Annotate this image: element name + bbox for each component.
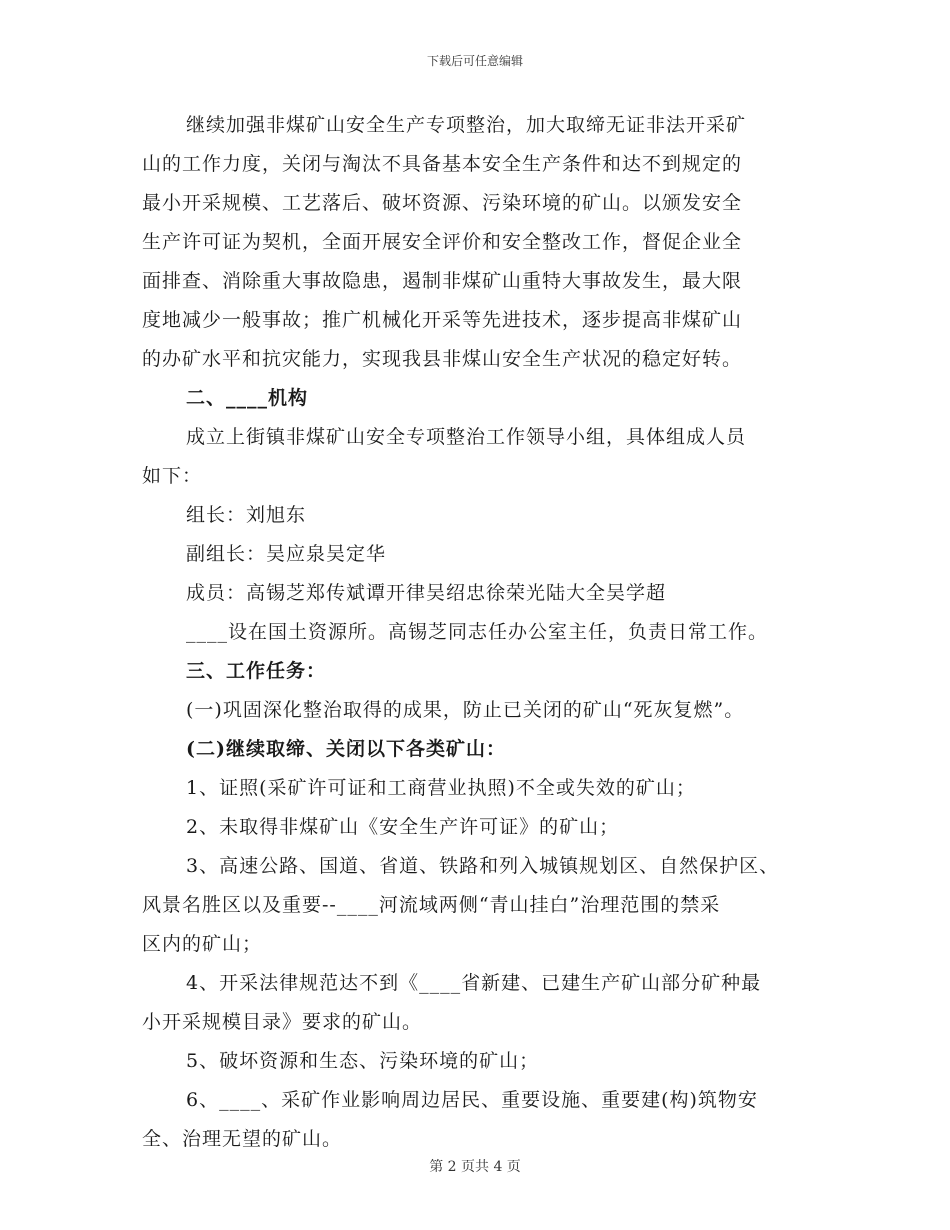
- paragraph-line: 成立上街镇非煤矿山安全专项整治工作领导小组，具体组成人员: [186, 426, 747, 448]
- list-item: 5、破坏资源和生态、污染环境的矿山；: [186, 1050, 540, 1072]
- list-item: (一)巩固深化整治取得的成果，防止已关闭的矿山“死灰复燃”。: [186, 699, 745, 721]
- page-header: 下载后可任意编辑: [426, 54, 523, 68]
- list-item: 2、未取得非煤矿山《安全生产许可证》的矿山；: [186, 816, 620, 838]
- document-body: [142, 106, 802, 1159]
- list-item: 4、开采法律规范达不到《____省新建、已建生产矿山部分矿种最: [186, 972, 762, 994]
- section-heading: 二、____机构: [186, 387, 309, 409]
- paragraph-line: 面排查、消除重大事故隐患，遏制非煤矿山重特大事故发生，最大限: [142, 270, 743, 292]
- subsection-heading: (二)继续取缔、关闭以下各类矿山：: [186, 738, 506, 760]
- list-item-continuation: 风景名胜区以及重要--____河流域两侧“青山挂白”治理范围的禁采: [142, 894, 721, 916]
- paragraph-line: 如下：: [142, 465, 203, 487]
- paragraph-line: 山的工作力度，关闭与淘汰不具备基本安全生产条件和达不到规定的: [142, 153, 743, 175]
- list-item: 3、高速公路、国道、省道、铁路和列入城镇规划区、自然保护区、: [186, 855, 780, 877]
- member-line: 组长：刘旭东: [186, 504, 307, 526]
- list-item: 6、____、采矿作业影响周边居民、重要设施、重要建(构)筑物安: [186, 1089, 758, 1111]
- section-heading: 三、工作任务：: [186, 660, 327, 682]
- list-item-continuation: 小开采规模目录》要求的矿山。: [142, 1011, 423, 1033]
- member-line: 成员：高锡芝郑传斌谭开律吴绍忠徐荣光陆大全吴学超: [186, 582, 667, 604]
- paragraph-line: ____设在国土资源所。高锡芝同志任办公室主任，负责日常工作。: [186, 621, 769, 643]
- paragraph-line: 度地减少一般事故；推广机械化开采等先进技术，逐步提高非煤矿山: [142, 309, 743, 331]
- paragraph-line: 继续加强非煤矿山安全生产专项整治，加大取缔无证非法开采矿: [186, 114, 747, 136]
- paragraph-line: 生产许可证为契机，全面开展安全评价和安全整改工作，督促企业全: [142, 231, 743, 253]
- member-line: 副组长：吴应泉吴定华: [186, 543, 387, 565]
- page-footer: 第 2 页共 4 页: [429, 1159, 521, 1175]
- paragraph-line: 最小开采规模、工艺落后、破坏资源、污染环境的矿山。以颁发安全: [142, 192, 743, 214]
- list-item-continuation: 区内的矿山；: [142, 933, 263, 955]
- list-item: 1、证照(采矿许可证和工商营业执照)不全或失效的矿山；: [186, 777, 696, 799]
- paragraph-line: 的办矿水平和抗灾能力，实现我县非煤山安全生产状况的稳定好转。: [142, 348, 743, 370]
- list-item-continuation: 全、治理无望的矿山。: [142, 1128, 343, 1150]
